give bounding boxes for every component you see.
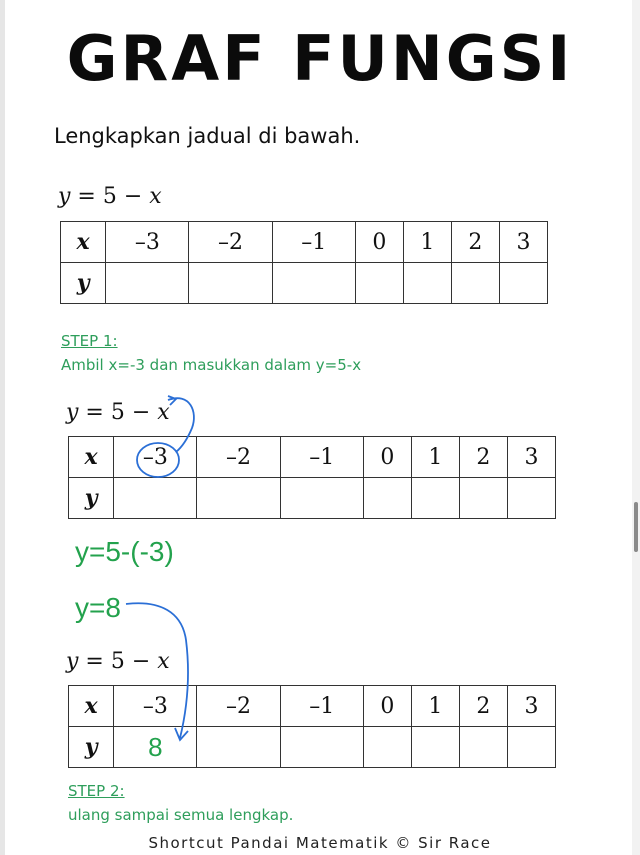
step2-title: STEP 2: (68, 782, 125, 800)
circle-annotation (137, 443, 179, 477)
arrow-curve-1 (168, 398, 194, 452)
step1-title: STEP 1: (61, 332, 118, 350)
x-cell: 1 (403, 222, 451, 263)
work-line-2: y=8 (75, 592, 121, 623)
x-cell: 2 (459, 437, 507, 478)
x-cell: –2 (197, 686, 280, 727)
header-y: y (69, 727, 114, 768)
x-cell: 0 (355, 222, 403, 263)
page-title: GRAF FUNGSI (66, 22, 574, 95)
equation-y: y (66, 649, 79, 674)
header-y: y (61, 263, 106, 304)
x-cell: –1 (272, 222, 355, 263)
arrow-curve-2 (126, 603, 188, 738)
instruction-text: Lengkapkan jadual di bawah. (54, 124, 361, 148)
header-x: x (69, 437, 114, 478)
equation-op: = 5 − (78, 649, 158, 674)
step1-desc: Ambil x=-3 dan masukkan dalam y=5-x (61, 356, 362, 374)
header-x: x (61, 222, 106, 263)
equation-x: x (149, 184, 162, 209)
x-cell: 3 (507, 686, 555, 727)
x-cell: 2 (459, 686, 507, 727)
x-cell: –1 (280, 437, 363, 478)
x-cell: –2 (197, 437, 280, 478)
x-cell: –2 (189, 222, 272, 263)
step2-desc: ulang sampai semua lengkap. (68, 806, 294, 824)
equation-op: = 5 − (70, 184, 150, 209)
x-cell: 0 (363, 437, 411, 478)
x-cell: –1 (280, 686, 363, 727)
x-cell: –3 (106, 222, 189, 263)
equation-y: y (66, 400, 79, 425)
footer-credit: Shortcut Pandai Matematik © Sir Race (148, 834, 492, 852)
header-x: x (69, 686, 114, 727)
equation-x: x (157, 649, 170, 674)
equation-x: x (157, 400, 170, 425)
x-cell: 0 (363, 686, 411, 727)
x-cell-circled: –3 (114, 437, 197, 478)
x-cell: –3 (114, 686, 197, 727)
x-cell: 3 (499, 222, 547, 263)
x-cell: 3 (507, 437, 555, 478)
work-line-1: y=5-(-3) (75, 536, 174, 567)
answer-value: 8 (148, 731, 163, 762)
x-cell: 1 (411, 437, 459, 478)
x-cell: 1 (411, 686, 459, 727)
equation-op: = 5 − (78, 400, 158, 425)
header-y: y (69, 478, 114, 519)
x-cell: 2 (451, 222, 499, 263)
equation-y: y (58, 184, 71, 209)
